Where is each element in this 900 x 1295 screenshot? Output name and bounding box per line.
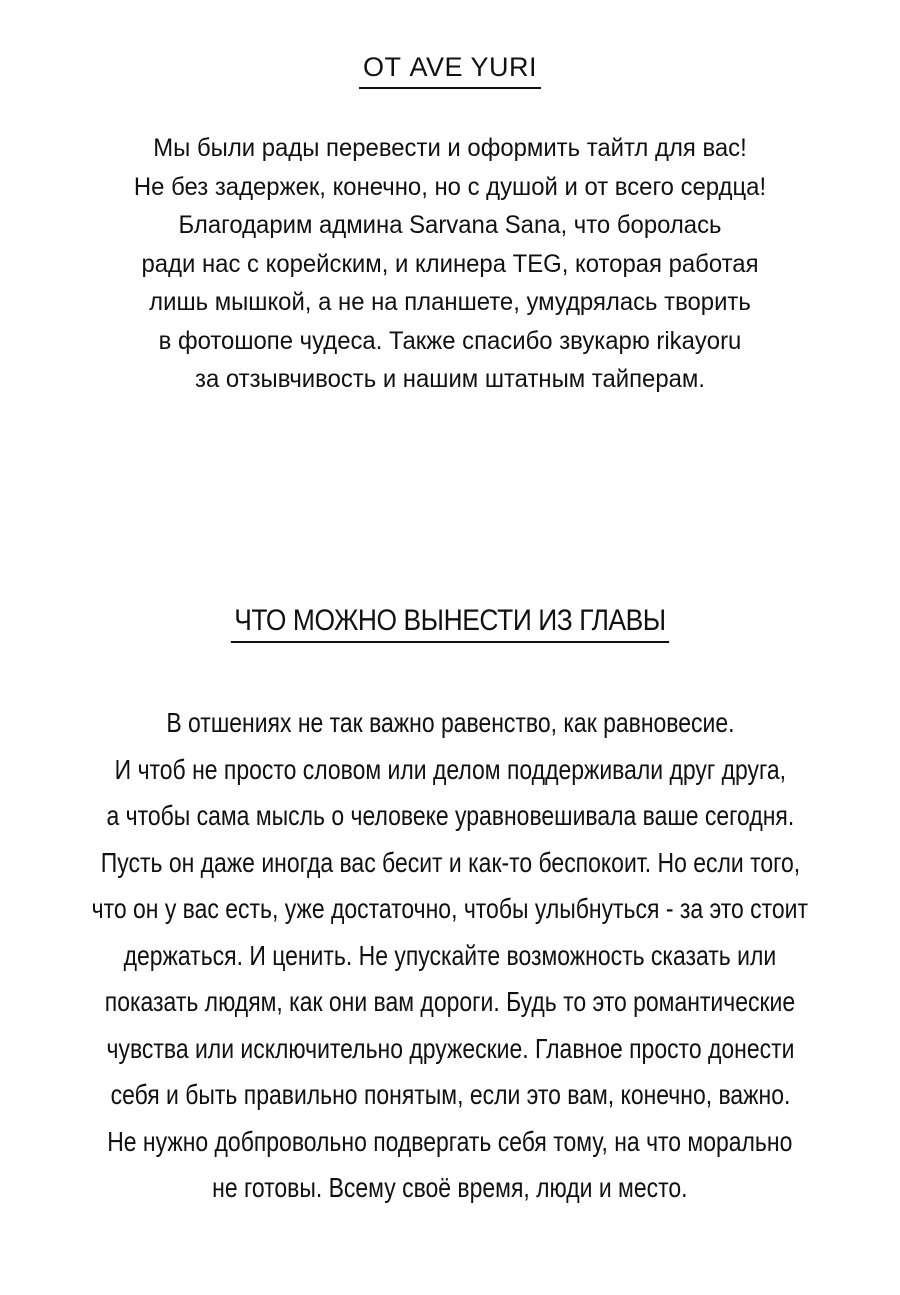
- takeaway-line-text: а чтобы сама мысль о человеке уравновешивала ваше сегодня.: [106, 800, 794, 831]
- takeaway-line-text: не готовы. Всему своё время, люди и место.: [212, 1172, 688, 1203]
- takeaway-line: [0, 886, 900, 933]
- takeaway-heading: [54, 604, 846, 643]
- credits-line: Мы были рады перевести и оформить тайтл для вас!: [153, 134, 747, 162]
- credits-text: [0, 129, 900, 399]
- takeaway-line: [0, 1072, 900, 1119]
- credits-line: за отзывчивость и нашим штатным тайперам.: [195, 365, 705, 393]
- takeaway-line-text: себя и быть правильно понятым, если это вам, конечно, важно.: [110, 1079, 790, 1110]
- takeaway-line-text: В отшениях не так важно равенство, как равновесие.: [165, 707, 735, 738]
- credits-line: ради нас с корейским, и клинера TEG, которая работая: [141, 249, 759, 278]
- credits-heading: [0, 52, 900, 89]
- credits-line: лишь мышкой, а не на планшете, умудрялась творить: [149, 288, 751, 316]
- takeaway-line: [0, 840, 900, 887]
- takeaway-line: [0, 747, 900, 794]
- takeaway-line: [0, 793, 900, 840]
- takeaway-line-text: чувства или исключительно дружеские. Главное просто донести: [106, 1032, 794, 1064]
- takeaway-line-text: показать людям, как они вам дороги. Будь то это романтические: [104, 986, 796, 1017]
- takeaway-line-text: что он у вас есть, уже достаточно, чтобы улыбнуться - за это стоит: [91, 893, 809, 924]
- takeaway-line: [0, 1165, 900, 1212]
- takeaway-text: [0, 700, 900, 1212]
- credits-heading-text: ОТ AVE YURI: [359, 53, 541, 89]
- takeaway-line-text: И чтоб не просто словом или делом поддерживали друг друга,: [114, 753, 786, 785]
- credits-line: Не без задержек, конечно, но с душой и от всего сердца!: [133, 172, 767, 201]
- takeaway-line: [0, 979, 900, 1026]
- credits-line: в фотошопе чудеса. Также спасибо звукарю rikayoru: [158, 326, 742, 355]
- takeaway-line-text: держаться. И ценить. Не упускайте возможность сказать или: [123, 939, 777, 971]
- takeaway-line: [0, 700, 900, 747]
- takeaway-line: [0, 1119, 900, 1166]
- takeaway-line-text: Не нужно добпровольно подвергать себя тому, на что морально: [107, 1125, 793, 1157]
- takeaway-line-text: Пусть он даже иногда вас бесит и как-то беспокоит. Но если того,: [100, 846, 800, 878]
- takeaway-line: [0, 1026, 900, 1073]
- takeaway-heading-text: ЧТО МОЖНО ВЫНЕСТИ ИЗ ГЛАВЫ: [231, 604, 670, 643]
- takeaway-line: [0, 933, 900, 980]
- credits-line: Благодарим админа Sarvana Sana, что боролась: [178, 211, 722, 239]
